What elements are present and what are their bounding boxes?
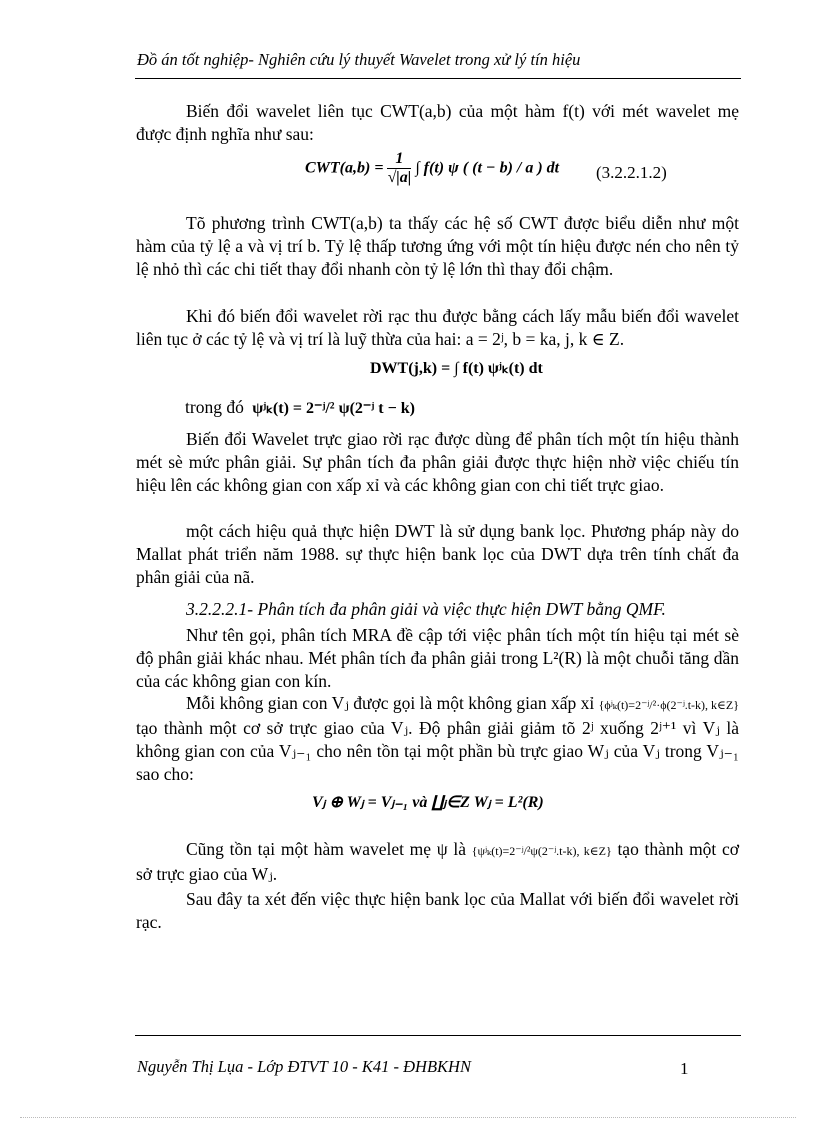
equation-mra: Vⱼ ⊕ Wⱼ = Vⱼ₋₁ và ∐ⱼ∈Z Wⱼ = L²(R) xyxy=(312,794,544,811)
footer-author: Nguyễn Thị Lụa - Lớp ĐTVT 10 - K41 - ĐHBKHN xyxy=(137,1057,471,1076)
equation-number: (3.2.2.1.2) xyxy=(596,163,667,182)
paragraph-2: Tõ phương trình CWT(a,b) ta thấy các hệ số CWT được biểu diễn như một hàm của tỷ lệ a và vị trí b. Tỷ lệ thấp tương ứng với một tín hiệu được nén cho nên tỷ lệ nhỏ thì các chi tiết thay đổi nhanh còn tỷ lệ lớn thì thay đổi chậm. xyxy=(136,213,739,279)
page-header: Đồ án tốt nghiệp- Nghiên cứu lý thuyết Wavelet trong xử lý tín hiệu xyxy=(137,50,581,69)
paragraph-3: Khi đó biến đổi wavelet rời rạc thu được bằng cách lấy mẫu biến đổi wavelet liên tục ở các tỷ lệ và vị trí là luỹ thừa của hai: a = 2ʲ, b = ka, j, k ∈ Z. xyxy=(136,306,739,349)
paragraph-6: một cách hiệu quả thực hiện DWT là sử dụng bank lọc. Phương pháp này do Mallat phát triển năm 1988. sự thực hiện bank lọc của DWT dựa trên tính chất đa phân giải của nã. xyxy=(136,521,739,587)
paragraph-4: trong đó ψʲₖ(t) = 2⁻ʲ/² ψ(2⁻ʲ t − k) xyxy=(185,397,415,417)
paragraph-9: Cũng tồn tại một hàm wavelet mẹ ψ là {ψʲₖ(t)=2⁻ʲ/²ψ(2⁻ʲ.t-k), k∈Z} tạo thành một cơ sở trực giao của Wⱼ. xyxy=(136,839,739,884)
equation-psi: ψʲₖ(t) = 2⁻ʲ/² ψ(2⁻ʲ t − k) xyxy=(252,400,415,417)
bottom-dotted-line xyxy=(20,1117,796,1118)
paragraph-5: Biến đổi Wavelet trực giao rời rạc được dùng để phân tích một tín hiệu thành mét sè mức phân giải. Sự phân tích đa phân giải được thực hiện nhờ việc chiếu tín hiệu lên các không gian con xấp xỉ và các không gian con chi tiết trực giao. xyxy=(136,429,739,495)
subheading: 3.2.2.2.1- Phân tích đa phân giải và việc thực hiện DWT bằng QMF. xyxy=(186,599,666,619)
paragraph-8: Mỗi không gian con Vⱼ được gọi là một không gian xấp xỉ {ϕʲₖ(t)=2⁻ʲ/²·ϕ(2⁻ʲ.t-k), k∈Z} tạo thành một cơ sở trực giao của Vⱼ. Độ phân giải giảm tõ 2ʲ xuống 2ʲ⁺¹ vì Vⱼ là không gian con của Vⱼ₋₁ cho nên tồn tại một phần bù trực giao Wⱼ của Vⱼ trong Vⱼ₋₁ sao cho: xyxy=(136,693,740,784)
header-rule xyxy=(135,78,741,79)
paragraph-7: Như tên gọi, phân tích MRA đề cập tới việc phân tích một tín hiệu tại mét sè độ phân giải khác nhau. Mét phân tích đa phân giải trong L²(R) là một chuỗi tăng dần của các không gian con kín. xyxy=(136,625,739,691)
paragraph-10: Sau đây ta xét đến việc thực hiện bank lọc của Mallat với biến đổi wavelet rời rạc. xyxy=(136,889,739,932)
equation-cwt: CWT(a,b) = $\frac{1}{√|a|}$ ∫ f(t) ψ ( (t − b) / a ) dt xyxy=(305,150,560,186)
paragraph-1: Biến đổi wavelet liên tục CWT(a,b) của một hàm f(t) với mét wavelet mẹ được định nghĩa như sau: xyxy=(136,101,739,144)
equation-dwt: DWT(j,k) = ∫ f(t) ψʲₖ(t) dt xyxy=(370,360,543,377)
footer-rule xyxy=(135,1035,741,1036)
page-number: 1 xyxy=(680,1059,689,1078)
